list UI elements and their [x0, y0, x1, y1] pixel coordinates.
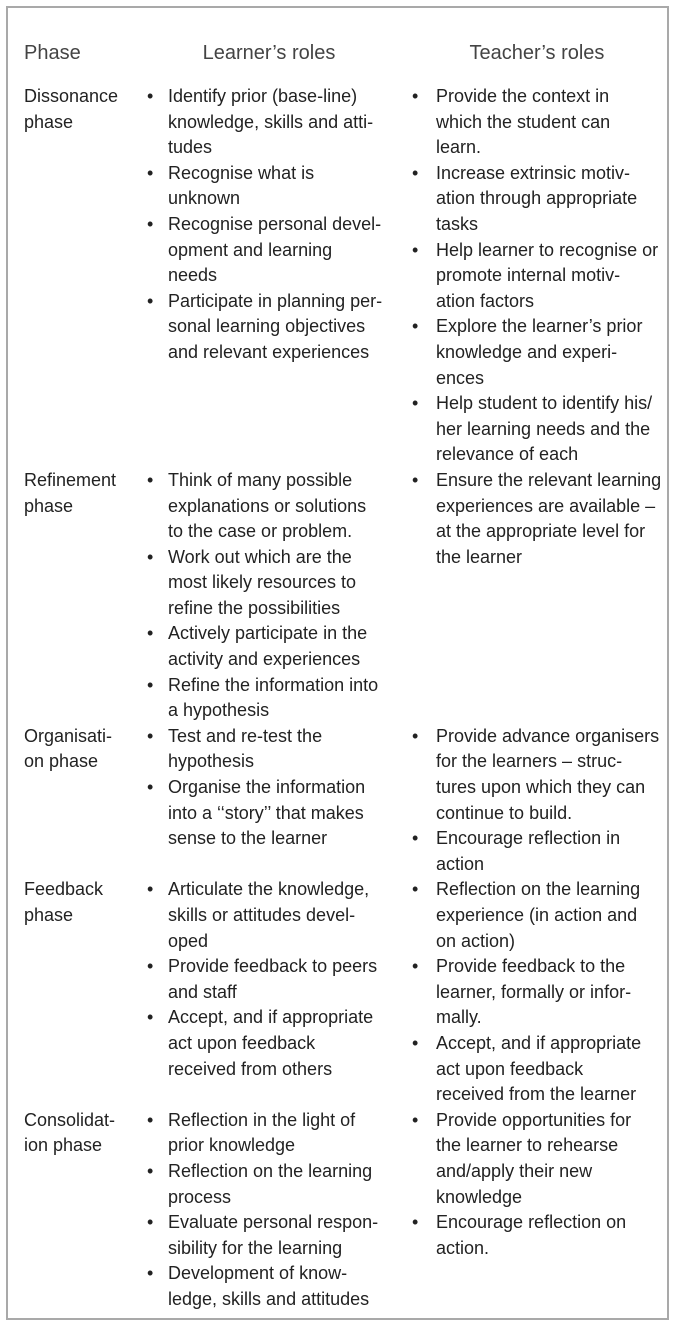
teacher-role-item: • Provide advance organisers for the learners – struc- tures upon which they can continue to build.: [402, 724, 672, 826]
learner-role-item: • Organise the information into a ‘‘story’’ that makes sense to the learner: [136, 775, 402, 852]
learner-role-item: • Reflection on the learning process: [136, 1159, 402, 1210]
learner-role-item: • Actively participate in the activity and experiences: [136, 621, 402, 672]
teacher-role-item: • Provide opportunities for the learner to rehearse and/apply their new knowledge: [402, 1108, 672, 1210]
learner-roles-list: [136, 468, 402, 724]
phase-label: Feedback phase: [24, 879, 104, 925]
learner-role-item: • Recognise what is unknown: [136, 161, 402, 212]
teacher-role-item: • Provide the context in which the student can learn.: [402, 84, 672, 161]
learner-role-item: • Work out which are the most likely resources to refine the possibilities: [136, 545, 402, 622]
teacher-roles-list: [402, 84, 672, 468]
teacher-role-item: • Provide feedback to the learner, formally or infor- mally.: [402, 954, 672, 1031]
learner-roles-cell: [136, 1108, 402, 1313]
learner-role-item: • Identify prior (base-line) knowledge, skills and atti- tudes: [136, 84, 402, 161]
table-row: [24, 877, 672, 1107]
table-row: [24, 1108, 672, 1313]
learner-roles-list: [136, 724, 402, 852]
learner-role-item: • Participate in planning per- sonal learning objectives and relevant experiences: [136, 289, 402, 366]
header-phase: Phase: [24, 42, 81, 64]
teacher-role-item: • Encourage reflection on action.: [402, 1210, 672, 1261]
table-body: [24, 84, 672, 1313]
header-learner-roles: Learner’s roles: [202, 42, 336, 64]
learner-roles-list: [136, 877, 402, 1082]
teacher-role-item: • Help student to identify his/ her learning needs and the relevance of each: [402, 391, 672, 468]
learner-roles-list: [136, 84, 402, 366]
learner-roles-cell: [136, 724, 402, 878]
learner-roles-list: [136, 1108, 402, 1313]
table-header: [24, 38, 672, 84]
table-frame: [6, 6, 669, 1320]
learner-role-item: • Recognise personal devel- opment and learning needs: [136, 212, 402, 289]
teacher-roles-cell: [402, 84, 672, 468]
learner-role-item: • Articulate the knowledge, skills or attitudes devel- oped: [136, 877, 402, 954]
learner-roles-cell: [136, 84, 402, 468]
phase-label: Organisati- on phase: [24, 725, 113, 772]
table-row: [24, 84, 672, 468]
learner-role-item: • Refine the information into a hypothesis: [136, 673, 402, 724]
teacher-roles-list: [402, 724, 672, 878]
table-row: [24, 724, 672, 878]
phase-label: Dissonance phase: [24, 86, 119, 132]
teacher-role-item: • Accept, and if appropriate act upon feedback received from the learner: [402, 1031, 672, 1108]
learner-roles-cell: [136, 468, 402, 724]
teacher-role-item: • Reflection on the learning experience (in action and on action): [402, 877, 672, 954]
phases-table: [24, 38, 672, 1313]
teacher-roles-cell: [402, 877, 672, 1107]
learner-role-item: • Evaluate personal respon- sibility for the learning: [136, 1210, 402, 1261]
teacher-roles-list: [402, 468, 672, 570]
learner-roles-cell: [136, 877, 402, 1107]
teacher-role-item: • Increase extrinsic motiv- ation through appropriate tasks: [402, 161, 672, 238]
header-teacher-roles: Teacher’s roles: [469, 42, 605, 64]
learner-role-item: • Accept, and if appropriate act upon feedback received from others: [136, 1005, 402, 1082]
learner-role-item: • Development of know- ledge, skills and attitudes: [136, 1261, 402, 1312]
teacher-role-item: • Encourage reflection in action: [402, 826, 672, 877]
teacher-role-item: • Ensure the relevant learning experiences are available – at the appropriate level for the learner: [402, 468, 672, 570]
learner-role-item: • Think of many possible explanations or solutions to the case or problem.: [136, 468, 402, 545]
learner-role-item: • Test and re-test the hypothesis: [136, 724, 402, 775]
learner-role-item: • Provide feedback to peers and staff: [136, 954, 402, 1005]
table-row: [24, 468, 672, 724]
phase-label: Consolidat- ion phase: [24, 1109, 116, 1156]
teacher-roles-cell: [402, 724, 672, 878]
teacher-roles-list: [402, 877, 672, 1107]
teacher-roles-list: [402, 1108, 672, 1262]
teacher-roles-cell: [402, 468, 672, 724]
teacher-role-item: • Help learner to recognise or promote internal motiv- ation factors: [402, 238, 672, 315]
teacher-role-item: • Explore the learner’s prior knowledge and experi- ences: [402, 314, 672, 391]
teacher-roles-cell: [402, 1108, 672, 1313]
learner-role-item: • Reflection in the light of prior knowledge: [136, 1108, 402, 1159]
phase-label: Refinement phase: [24, 469, 117, 516]
